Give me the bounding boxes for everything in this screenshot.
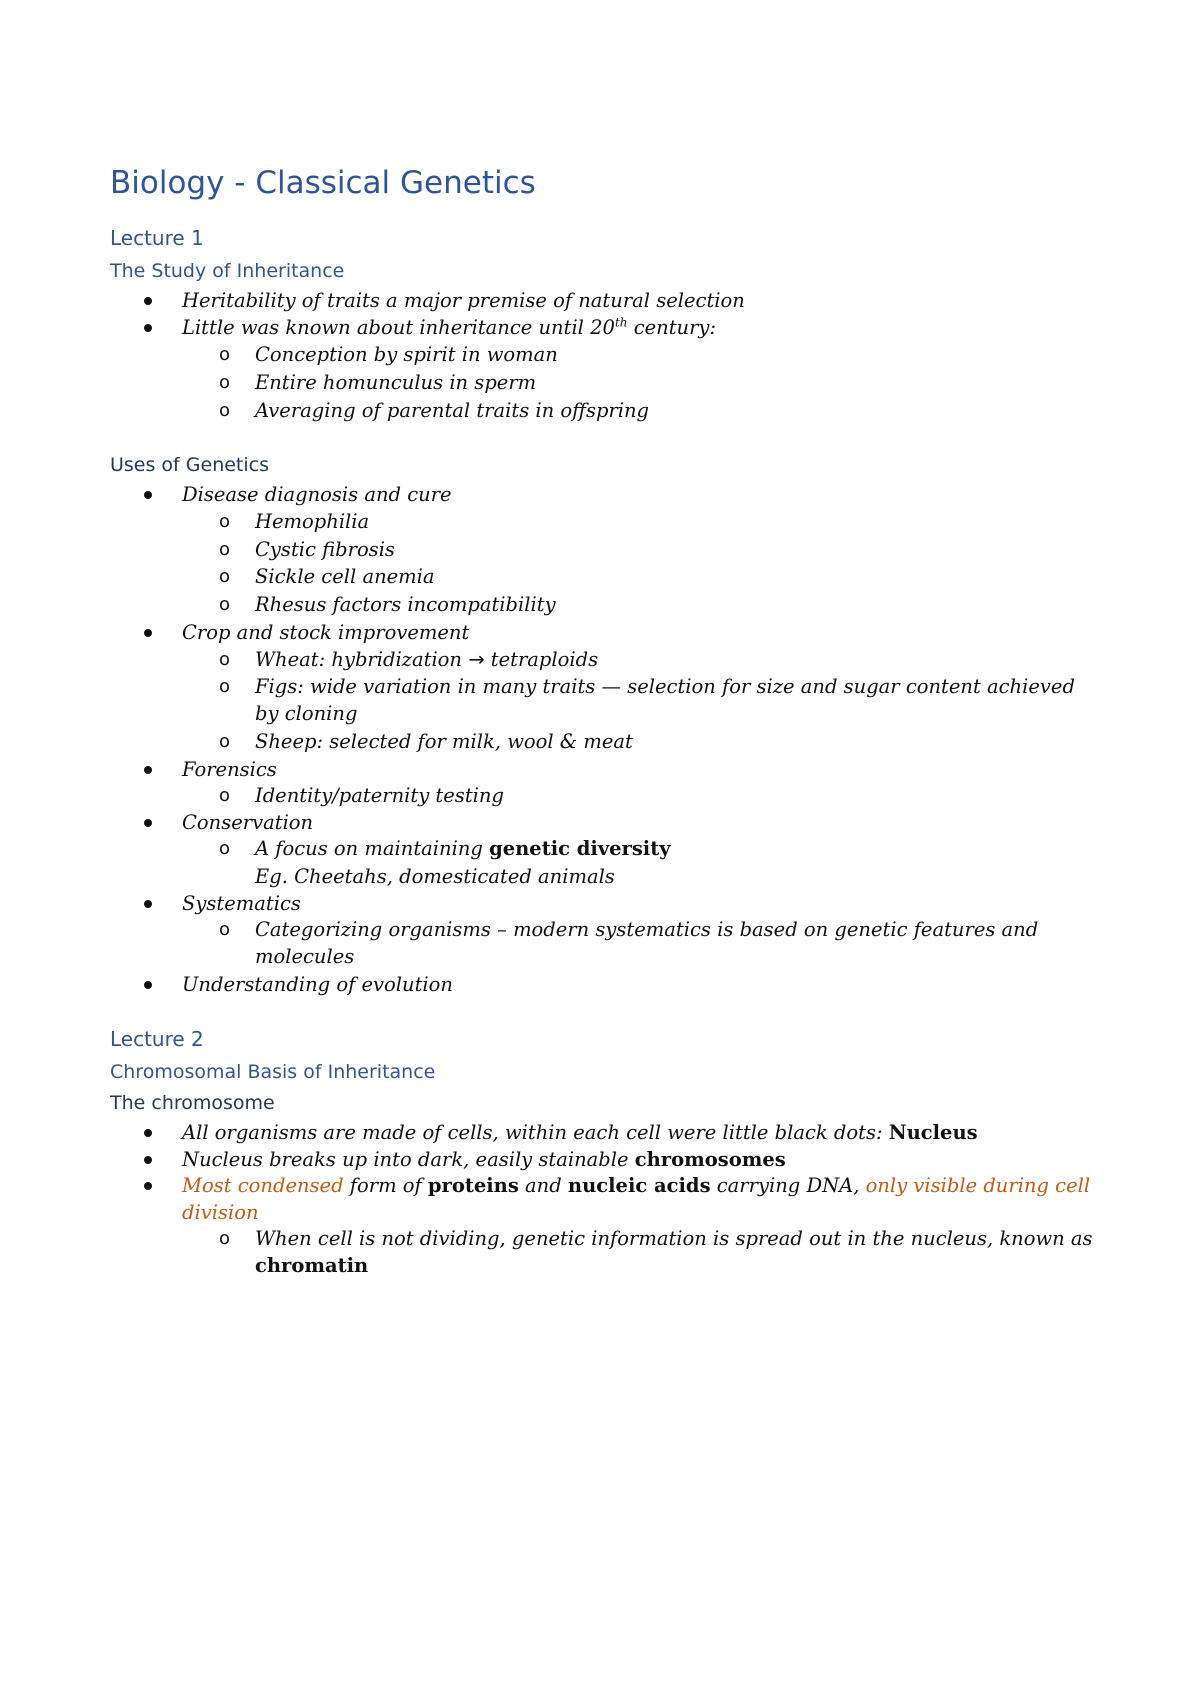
list-item-text: Crop and stock improvement	[182, 621, 470, 644]
circle-bullet-icon: o	[219, 566, 231, 587]
bullet-icon	[144, 981, 152, 989]
list-item	[0, 835, 1200, 863]
circle-bullet-icon: o	[219, 919, 231, 940]
bullet-icon	[144, 1129, 152, 1137]
list-item-text: Forensics	[182, 758, 277, 781]
circle-bullet-icon: o	[219, 511, 231, 532]
circle-bullet-icon: o	[219, 372, 231, 393]
list-item-text: Heritability of traits a major premise of natural selection	[182, 289, 745, 312]
list-item-continuation	[0, 1252, 1200, 1280]
list-item	[0, 619, 1200, 647]
list-item	[0, 728, 1200, 756]
lecture-2-heading: Lecture 2	[110, 1027, 204, 1051]
circle-bullet-icon: o	[219, 344, 231, 365]
list-item	[0, 536, 1200, 564]
list-item-text: Understanding of evolution	[182, 973, 453, 996]
list-item	[0, 1225, 1200, 1253]
list-item-text: by cloning	[255, 702, 358, 725]
list-item	[0, 314, 1200, 342]
list-item-text: Conservation	[182, 811, 314, 834]
arrow-right-icon: →	[468, 648, 485, 671]
circle-bullet-icon: o	[219, 649, 231, 670]
chromosomal-basis-heading: Chromosomal Basis of Inheritance	[110, 1061, 436, 1083]
list-item-text: Hemophilia	[255, 510, 370, 533]
bullet-icon	[144, 766, 152, 774]
list-item-text: Most condensed form of proteins and nucleic acids carrying DNA, only visible during cell	[182, 1174, 1091, 1197]
list-item-text: All organisms are made of cells, within each cell were little black dots: Nucleus	[182, 1121, 978, 1144]
circle-bullet-icon: o	[219, 731, 231, 752]
list-item-text: molecules	[255, 945, 355, 968]
circle-bullet-icon: o	[219, 838, 231, 859]
list-item	[0, 369, 1200, 397]
list-item-text: Conception by spirit in woman	[255, 343, 558, 366]
list-item	[0, 1172, 1200, 1200]
list-item-continuation	[0, 943, 1200, 971]
list-item	[0, 1119, 1200, 1147]
list-item	[0, 782, 1200, 810]
list-item-text: division	[182, 1201, 259, 1224]
list-item	[0, 341, 1200, 369]
list-item	[0, 591, 1200, 619]
bullet-icon	[144, 297, 152, 305]
bullet-icon	[144, 1182, 152, 1190]
circle-bullet-icon: o	[219, 1228, 231, 1249]
list-item-text: Nucleus breaks up into dark, easily stainable chromosomes	[182, 1148, 786, 1171]
uses-of-genetics-heading: Uses of Genetics	[110, 454, 270, 476]
list-item-text: Identity/paternity testing	[255, 784, 504, 807]
list-item-text: Categorizing organisms – modern systematics is based on genetic features and	[255, 918, 1039, 941]
chromosome-heading: The chromosome	[110, 1092, 275, 1114]
list-item	[0, 756, 1200, 784]
list-item	[0, 287, 1200, 315]
circle-bullet-icon: o	[219, 785, 231, 806]
list-item-text: Little was known about inheritance until 20th century:	[182, 315, 717, 339]
circle-bullet-icon: o	[219, 676, 231, 697]
study-of-inheritance-heading: The Study of Inheritance	[110, 260, 345, 282]
list-item-text: Entire homunculus in sperm	[255, 371, 537, 394]
circle-bullet-icon: o	[219, 400, 231, 421]
list-item-text: A focus on maintaining genetic diversity	[255, 837, 671, 860]
list-item-text: Cystic fibrosis	[255, 538, 395, 561]
list-item-text: When cell is not dividing, genetic information is spread out in the nucleus, known as	[255, 1227, 1093, 1250]
circle-bullet-icon: o	[219, 594, 231, 615]
list-item-text: Disease diagnosis and cure	[182, 483, 452, 506]
lecture-1-heading: Lecture 1	[110, 226, 204, 250]
bullet-icon	[144, 491, 152, 499]
bullet-icon	[144, 629, 152, 637]
circle-bullet-icon: o	[219, 539, 231, 560]
list-item-text: Wheat: hybridization → tetraploids	[255, 648, 599, 671]
list-item	[0, 673, 1200, 701]
list-item-continuation	[0, 700, 1200, 728]
list-item-text: Rhesus factors incompatibility	[255, 593, 556, 616]
list-item	[0, 481, 1200, 509]
list-item	[0, 397, 1200, 425]
list-item	[0, 646, 1200, 674]
list-item	[0, 971, 1200, 999]
list-item-text: chromatin	[255, 1254, 369, 1277]
bullet-icon	[144, 1156, 152, 1164]
document-title: Biology - Classical Genetics	[110, 165, 536, 201]
bullet-icon	[144, 900, 152, 908]
list-item	[0, 890, 1200, 918]
list-item	[0, 508, 1200, 536]
list-item	[0, 809, 1200, 837]
list-item-text: Figs: wide variation in many traits — selection for size and sugar content achieved	[255, 675, 1075, 698]
bullet-icon	[144, 324, 152, 332]
list-item	[0, 563, 1200, 591]
list-item-text: Sheep: selected for milk, wool & meat	[255, 730, 633, 753]
list-item	[0, 1146, 1200, 1174]
list-item-text: Eg. Cheetahs, domesticated animals	[255, 865, 615, 888]
list-item-continuation	[0, 1199, 1200, 1227]
list-item-text: Systematics	[182, 892, 301, 915]
list-item-text: Sickle cell anemia	[255, 565, 435, 588]
list-item-text: Averaging of parental traits in offspring	[255, 399, 650, 422]
list-item-continuation	[0, 863, 1200, 891]
bullet-icon	[144, 819, 152, 827]
list-item	[0, 916, 1200, 944]
